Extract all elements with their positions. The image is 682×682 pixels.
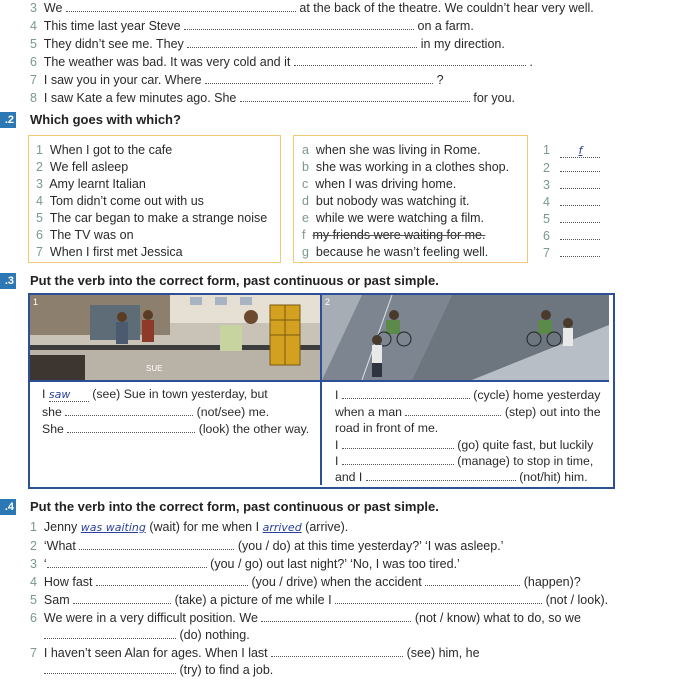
left-item-5: 5 The car began to make a strange noise: [36, 211, 268, 225]
ex4-item-5: 5 Sam (take) a picture of me while I (not / look).: [30, 593, 609, 607]
ex4-item-4: 4 How fast (you / drive) when the accident (happen)?: [30, 575, 581, 589]
right-item-d: d but nobody was watching it.: [302, 194, 470, 208]
caption-2-line-3: road in front of me.: [335, 421, 439, 435]
caption-1-line-2: she (not/see) me.: [42, 405, 270, 419]
ex4-item-6-cont: (do) nothing.: [44, 627, 250, 642]
section-number-3: .3: [0, 273, 16, 289]
answer-7[interactable]: 7: [543, 245, 600, 260]
right-item-a: a when she was living in Rome.: [302, 143, 481, 157]
item-8: 8 I saw Kate a few minutes ago. She for you.: [30, 91, 516, 105]
caption-2-line-6: and I (not/hit) him.: [335, 470, 588, 484]
ex4-item-6: 6 We were in a very difficult position. We (not / know) what to do, so we: [30, 611, 581, 625]
sue-label: SUE: [146, 364, 163, 373]
left-item-4: 4 Tom didn’t come out with us: [36, 194, 204, 208]
item-4: 4 This time last year Steve on a farm.: [30, 19, 474, 33]
right-item-b: b she was working in a clothes shop.: [302, 160, 510, 174]
right-item-e: e while we were watching a film.: [302, 211, 485, 225]
ex4-item-7: 7 I haven’t seen Alan for ages. When I last (see) him, he: [30, 646, 480, 660]
answer-5[interactable]: 5: [543, 211, 600, 226]
answer-2[interactable]: 2: [543, 160, 600, 175]
answer-1[interactable]: 1 f: [543, 143, 600, 158]
caption-2-line-5: I (manage) to stop in time,: [335, 454, 594, 468]
left-item-7: 7 When I first met Jessica: [36, 245, 183, 259]
answer-4[interactable]: 4: [543, 194, 600, 209]
section-3-title: Put the verb into the correct form, past continuous or past simple.: [30, 273, 439, 288]
caption-1-line-1: I saw (see) Sue in town yesterday, but: [42, 387, 268, 401]
answer-6[interactable]: 6: [543, 228, 600, 243]
section-4-title: Put the verb into the correct form, past continuous or past simple.: [30, 499, 439, 514]
right-item-f: f my friends were waiting for me.: [302, 228, 486, 242]
picture-1-number: 1: [33, 297, 39, 307]
ex4-item-3: 3 ‘ (you / go) out last night?’ ‘No, I was too tired.’: [30, 557, 460, 571]
street-scene-image: [30, 295, 320, 380]
item-6: 6 The weather was bad. It was very cold and it .: [30, 55, 533, 69]
section-2-title: Which goes with which?: [30, 112, 181, 127]
answer-blank[interactable]: [240, 90, 470, 102]
item-7: 7 I saw you in your car. Where ?: [30, 73, 444, 87]
ex4-item-2: 2 ‘What (you / do) at this time yesterday?’ ‘I was asleep.’: [30, 539, 504, 553]
answer-blank[interactable]: [184, 18, 414, 30]
answer-blank[interactable]: [66, 0, 296, 12]
left-item-1: 1 When I got to the cafe: [36, 143, 173, 157]
left-item-2: 2 We fell asleep: [36, 160, 129, 174]
caption-2-line-2: when a man (step) out into the: [335, 405, 601, 419]
picture-1-caption-rule: [30, 380, 320, 382]
picture-2-caption-rule: [322, 380, 609, 382]
item-3: 3 We at the back of the theatre. We couldn’t hear very well.: [30, 1, 594, 15]
answer-3[interactable]: 3: [543, 177, 600, 192]
ex4-item-1: 1 Jenny was waiting (wait) for me when I arrived (arrive).: [30, 520, 349, 534]
right-item-c: c when I was driving home.: [302, 177, 457, 191]
answer-blank[interactable]: [187, 36, 417, 48]
ex4-item-7-cont: (try) to find a job.: [44, 662, 273, 677]
right-item-g: g because he wasn’t feeling well.: [302, 245, 489, 259]
caption-2-line-1: I (cycle) home yesterday: [335, 388, 601, 402]
cyclist-scene-image: [322, 295, 609, 380]
caption-2-line-4: I (go) quite fast, but luckily: [335, 438, 594, 452]
picture-2-number: 2: [325, 297, 331, 307]
section-number-2: .2: [0, 112, 16, 128]
section-number-4: .4: [0, 499, 16, 515]
answer-blank[interactable]: [205, 72, 433, 84]
caption-1-line-3: She (look) the other way.: [42, 422, 310, 436]
item-5: 5 They didn’t see me. They in my direction.: [30, 37, 505, 51]
left-item-3: 3 Amy learnt Italian: [36, 177, 146, 191]
answer-blank[interactable]: [294, 54, 526, 66]
left-item-6: 6 The TV was on: [36, 228, 134, 242]
